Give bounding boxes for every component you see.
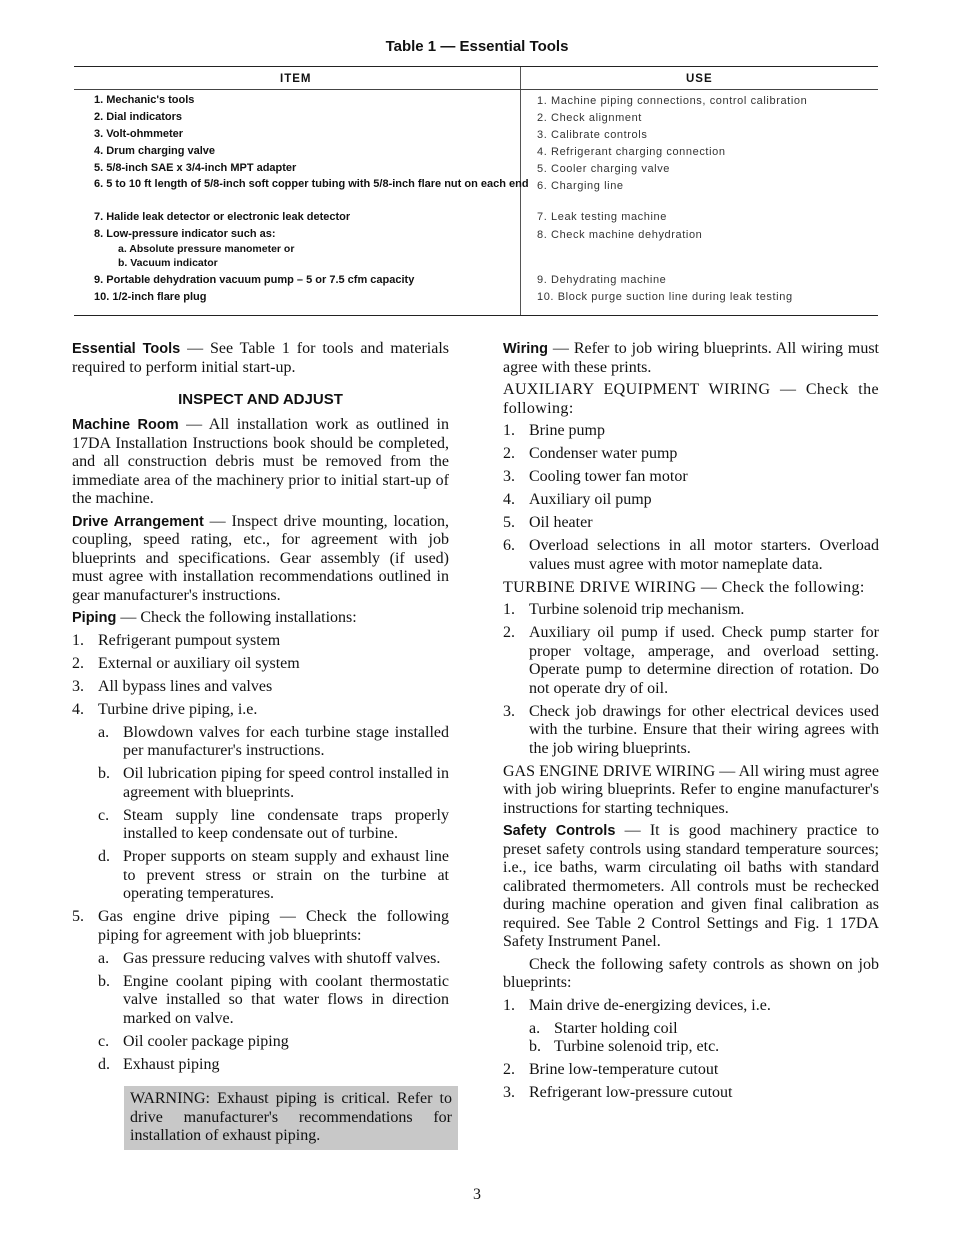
list-letter: b. — [98, 765, 110, 782]
list-number: 1. — [72, 631, 84, 649]
sub-list-item — [72, 765, 449, 802]
header-rule — [74, 89, 878, 90]
table-use: 1. Machine piping connections, control calibration — [537, 95, 808, 107]
list-text: External or auxiliary oil system — [98, 654, 300, 672]
table-item: 2. Dial indicators — [94, 111, 183, 123]
left-column — [72, 340, 452, 1150]
list-text: Cooling tower fan motor — [529, 468, 688, 485]
list-number: 1. — [503, 996, 515, 1014]
list-number: 4. — [72, 700, 84, 718]
list-text: All bypass lines and valves — [98, 677, 273, 695]
sub-list-item — [72, 724, 449, 761]
use-column-header: USE — [686, 73, 713, 85]
list-letter: c. — [98, 806, 110, 824]
warning-box: WARNING: Exhaust piping is critical. Refer to drive manufacturer's recommendations for installation of exhaust piping. — [124, 1086, 458, 1150]
list-number: 4. — [503, 491, 515, 508]
sub-list-item — [72, 950, 449, 969]
list-text: Check job drawings for other electrical devices used with the turbine. Ensure that their wiring agrees with the job wiring blueprints. — [529, 702, 879, 757]
sub-list-item — [72, 848, 449, 904]
list-text: Oil heater — [529, 514, 593, 531]
list-letter: a. — [529, 1019, 541, 1037]
list-number: 2. — [503, 445, 515, 462]
table-subitem: b. Vacuum indicator — [118, 257, 218, 269]
piping-lead: Piping — [72, 610, 117, 626]
list-text: Refrigerant low-pressure cutout — [529, 1084, 733, 1101]
list-text: Steam supply line condensate traps properly installed to keep condensate out of turbine. — [123, 806, 449, 842]
table-item: 6. 5 to 10 ft length of 5/8-inch soft copper tubing with 5/8-inch flare nut on each end — [94, 178, 529, 190]
list-text: Engine coolant piping with coolant thermostatic valve installed so that water flows in direction marked on valve. — [123, 972, 449, 1027]
table-use: 8. Check machine dehydration — [537, 229, 703, 241]
table-use: 2. Check alignment — [537, 112, 642, 124]
table-use: 5. Cooler charging valve — [537, 163, 671, 175]
piping-paragraph — [72, 609, 449, 628]
sub-list-item — [503, 1020, 879, 1039]
table-use: 10. Block purge suction line during leak testing — [537, 291, 793, 303]
list-letter: c. — [98, 1032, 110, 1050]
table-use: 4. Refrigerant charging connection — [537, 146, 726, 158]
table-item: 10. 1/2-inch flare plug — [94, 291, 207, 303]
list-item — [503, 537, 879, 574]
list-number: 6. — [503, 537, 515, 554]
aux-wiring-heading: AUXILIARY EQUIPMENT WIRING — Check the following: — [503, 381, 879, 417]
list-item — [503, 624, 879, 698]
list-number: 1. — [503, 601, 515, 618]
list-item — [503, 468, 879, 487]
list-text: Overload selections in all motor starters. Overload values must agree with motor nameplate data. — [529, 537, 879, 573]
wiring-text: — Refer to job wiring blueprints. All wiring must agree with these prints. — [503, 340, 879, 376]
sub-list-item — [72, 1056, 449, 1075]
list-number: 2. — [503, 624, 515, 641]
list-number: 1. — [503, 422, 515, 439]
list-number: 3. — [503, 1084, 515, 1101]
inspect-adjust-heading: INSPECT AND ADJUST — [178, 391, 343, 408]
drive-arrangement-paragraph — [72, 513, 449, 606]
table-use: 7. Leak testing machine — [537, 211, 667, 223]
table-title: Table 1 — Essential Tools — [385, 38, 569, 55]
list-text: Oil cooler package piping — [123, 1032, 289, 1050]
list-text: Brine low-temperature cutout — [529, 1061, 719, 1078]
essential-tools-paragraph — [72, 340, 449, 377]
list-text: Auxiliary oil pump if used. Check pump starter for proper voltage, amperage, and overload setting. Operate pump to determine direction of rotation. Do not operate dry of oil. — [529, 624, 879, 697]
list-item — [72, 908, 449, 945]
list-item — [72, 701, 449, 720]
list-item — [503, 601, 879, 620]
list-text: Refrigerant pumpout system — [98, 631, 281, 649]
list-text: Exhaust piping — [123, 1055, 220, 1073]
list-text: Proper supports on steam supply and exhaust line to prevent stress or strain on the turbine at operating temperatures. — [123, 848, 449, 902]
machine-room-paragraph — [72, 416, 449, 509]
list-letter: b. — [529, 1038, 541, 1055]
list-letter: d. — [98, 1055, 110, 1073]
list-item — [503, 703, 879, 759]
list-number: 2. — [503, 1061, 515, 1078]
page-number: 3 — [473, 1186, 481, 1203]
list-item — [503, 422, 879, 441]
table-item: 3. Volt-ohmmeter — [94, 128, 184, 140]
check-safety-paragraph: Check the following safety controls as shown on job blueprints: — [503, 955, 879, 991]
gas-engine-wiring-paragraph: GAS ENGINE DRIVE WIRING — All wiring must agree with job wiring blueprints. Refer to engine manufacturer's instructions for starting techniques. — [503, 762, 879, 817]
table-item: 7. Halide leak detector or electronic leak detector — [94, 211, 351, 223]
table-item: 4. Drum charging valve — [94, 145, 216, 157]
list-text: Turbine drive piping, i.e. — [98, 700, 258, 718]
table-use: 9. Dehydrating machine — [537, 274, 667, 286]
list-text: Brine pump — [529, 422, 605, 439]
list-item — [503, 514, 879, 533]
list-text: Starter holding coil — [554, 1019, 678, 1037]
list-letter: a. — [98, 723, 110, 741]
list-text: Condenser water pump — [529, 445, 678, 462]
table-item: 5. 5/8-inch SAE x 3/4-inch MPT adapter — [94, 162, 297, 174]
list-number: 3. — [72, 677, 84, 695]
list-text: Blowdown valves for each turbine stage installed per manufacturer's instructions. — [123, 723, 449, 759]
list-item — [503, 491, 879, 510]
list-item — [72, 655, 449, 674]
drive-arrangement-lead: Drive Arrangement — [72, 513, 204, 530]
list-letter: d. — [98, 848, 110, 865]
table-item: 1. Mechanic's tools — [94, 94, 195, 106]
list-item — [503, 1061, 879, 1080]
sub-list-item — [503, 1038, 879, 1057]
drive-arrangement-text: — Inspect drive mounting, location, coupling, speed rating, etc., for agreement with job blueprints and specifications. Gear assembly (if used) must agree with installation recommendations outlined in gear manufacturer's instructions. — [72, 512, 449, 604]
table-item: 9. Portable dehydration vacuum pump – 5 or 7.5 cfm capacity — [94, 274, 415, 286]
list-text: Turbine solenoid trip, etc. — [554, 1038, 720, 1055]
essential-tools-lead: Essential Tools — [72, 341, 181, 357]
essential-tools-table — [74, 66, 878, 316]
machine-room-text: — All installation work as outlined in 17DA Installation Instructions book should be completed, and all construction debris must be removed from the immediate area of the machinery prior to initial start-up of the machine. — [72, 416, 449, 507]
sub-list-item — [72, 1033, 449, 1052]
list-number: 3. — [503, 468, 515, 485]
list-item — [503, 1084, 879, 1103]
wiring-paragraph — [503, 340, 879, 377]
wiring-lead: Wiring — [503, 341, 548, 357]
list-text: Turbine solenoid trip mechanism. — [529, 601, 745, 618]
list-text: Main drive de-energizing devices, i.e. — [529, 996, 771, 1014]
table-use: 3. Calibrate controls — [537, 129, 648, 141]
list-item — [503, 997, 879, 1016]
list-number: 5. — [503, 514, 515, 531]
list-number: 3. — [503, 702, 515, 720]
turbine-wiring-heading: TURBINE DRIVE WIRING — Check the following: — [503, 578, 865, 596]
list-text: Oil lubrication piping for speed control installed in agreement with blueprints. — [123, 765, 449, 801]
essential-tools-text: — See Table 1 for tools and materials required to perform initial start-up. — [72, 340, 449, 376]
list-text: Gas pressure reducing valves with shutoff valves. — [123, 949, 441, 967]
safety-controls-paragraph — [503, 822, 879, 952]
right-column — [503, 340, 879, 1107]
table-subitem: a. Absolute pressure manometer or — [118, 243, 295, 255]
list-number: 5. — [72, 908, 84, 925]
list-letter: a. — [98, 949, 110, 967]
table-item: 8. Low-pressure indicator such as: — [94, 228, 276, 240]
list-letter: b. — [98, 972, 110, 990]
sub-list-item — [72, 973, 449, 1029]
sub-list-item — [72, 807, 449, 844]
list-item — [72, 632, 449, 651]
safety-controls-lead: Safety Controls — [503, 823, 616, 839]
list-text: Gas engine drive piping — Check the following piping for agreement with job blueprints: — [98, 908, 449, 944]
machine-room-lead: Machine Room — [72, 417, 179, 433]
list-number: 2. — [72, 654, 84, 672]
item-column-header: ITEM — [280, 73, 312, 85]
list-text: Auxiliary oil pump — [529, 491, 652, 508]
table-use: 6. Charging line — [537, 180, 624, 192]
piping-text: — Check the following installations: — [116, 609, 357, 626]
list-item — [72, 678, 449, 697]
list-item — [503, 445, 879, 464]
safety-controls-text: — It is good machinery practice to preset safety controls using standard temperature sources; i.e., ice baths, warm circulating oil baths with standard calibrated thermometers. All controls must be rechecked during machine operation and given final calibration as required. See Table 2 Control Settings and Fig. 1 17DA Safety Instrument Panel. — [503, 822, 879, 950]
